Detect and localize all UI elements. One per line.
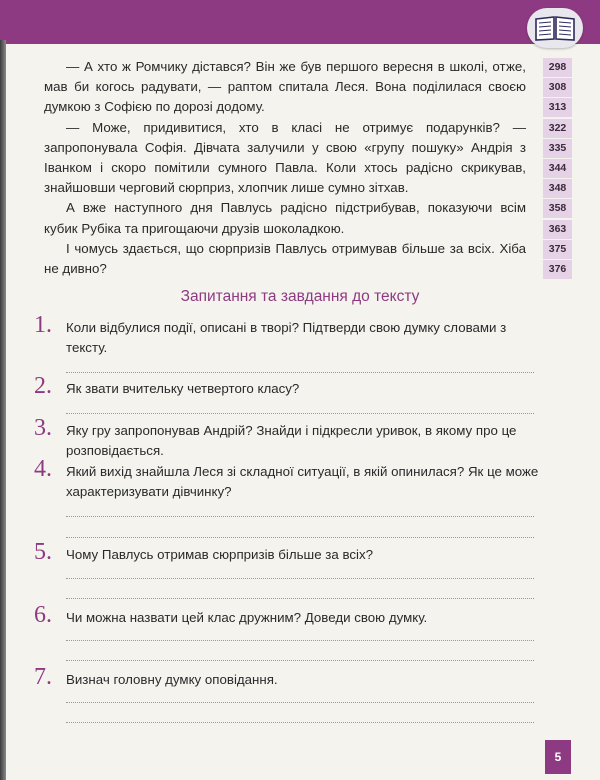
question-number: 4. (34, 456, 52, 482)
word-count: 308 (543, 78, 572, 97)
question-text: Яку гру запропонував Андрій? Знайди і підкресли уривок, в якому про це розповідається. (66, 423, 517, 458)
word-count: 358 (543, 199, 572, 218)
answer-line[interactable] (66, 640, 534, 641)
question-number: 5. (34, 539, 52, 565)
answer-line[interactable] (66, 660, 534, 661)
binding-edge (0, 40, 6, 780)
question-number: 3. (34, 415, 52, 441)
header-bar (0, 0, 600, 44)
question-number: 7. (34, 664, 52, 690)
reading-text (44, 57, 526, 279)
book-badge (527, 8, 583, 48)
question-text: Коли відбулися події, описані в творі? Підтверди свою думку словами з тексту. (66, 320, 507, 355)
word-count: 363 (543, 220, 572, 239)
section-title: Запитання та завдання до тексту (180, 288, 420, 305)
answer-line[interactable] (66, 516, 534, 517)
page-number: 5 (545, 740, 571, 774)
word-count: 376 (543, 260, 572, 279)
answer-line[interactable] (66, 372, 534, 373)
word-count: 322 (543, 119, 572, 138)
word-count: 298 (543, 58, 572, 77)
question-number: 2. (34, 373, 52, 399)
word-count: 335 (543, 139, 572, 158)
answer-line[interactable] (66, 598, 534, 599)
answer-line[interactable] (66, 722, 534, 723)
answer-line[interactable] (66, 578, 534, 579)
word-count: 348 (543, 179, 572, 198)
question-text: Чи можна назвати цей клас дружним? Доведи свою думку. (66, 610, 428, 625)
word-count: 313 (543, 98, 572, 117)
word-count: 375 (543, 240, 572, 259)
answer-line[interactable] (66, 702, 534, 703)
open-book-icon (533, 14, 577, 42)
paragraph: — Може, придивитися, хто в класі не отримує подарунків? — запропонувала Софія. Дівчата залучили у свою «групу пошуку» Андрія з Іванком і скоро помітили сумного Павла. Коли хтось радісно скрикував, знайшовши черговий сюрприз, хлопчик лише сумно зітхав. (44, 119, 526, 196)
word-count-column (543, 58, 572, 280)
question-text: Який вихід знайшла Леся зі складної ситуації, в якій опинилася? Як це може характеризувати дівчинку? (66, 464, 539, 499)
paragraph: І чомусь здається, що сюрпризів Павлусь отримував більше за всіх. Хіба не дивно? (44, 240, 526, 277)
answer-line[interactable] (66, 537, 534, 538)
word-count: 344 (543, 159, 572, 178)
answer-line[interactable] (66, 413, 534, 414)
paragraph: — А хто ж Ромчику дістався? Він же був першого вересня в школі, отже, мав би когось радувати, — раптом спитала Леся. Вона поділилася своєю думкою з Софією по дорозі додому. (44, 59, 526, 115)
question-number: 1. (34, 312, 52, 338)
paragraph: А вже наступного дня Павлусь радісно підстрибував, показуючи всім кубик Рубіка та пригощаючи друзів шоколадкою. (44, 200, 526, 236)
question-text: Як звати вчительку четвертого класу? (66, 381, 300, 396)
question-text: Чому Павлусь отримав сюрпризів більше за всіх? (66, 547, 374, 562)
question-text: Визнач головну думку оповідання. (66, 672, 278, 687)
question-number: 6. (34, 602, 52, 628)
